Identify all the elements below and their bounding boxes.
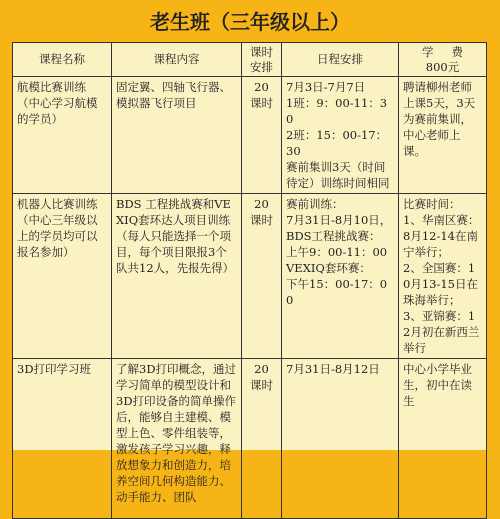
cell-hours	[242, 359, 282, 519]
header-hours-line1: 课时	[250, 44, 273, 59]
table-header-row	[13, 43, 487, 77]
course-table-container	[12, 42, 486, 504]
header-hours-line2: 安排	[250, 59, 273, 74]
cell-course: 航模比赛训练（中心学习航模的学员）	[13, 77, 112, 194]
page-title: 老生班（三年级以上）	[150, 10, 350, 34]
fee-line: 1、华南区赛：8月12-14在南宁举行；	[403, 213, 480, 259]
cell-hours-num: 20	[254, 362, 269, 376]
cell-content	[112, 194, 242, 359]
header-course: 课程名称	[13, 43, 112, 77]
schedule-line: 7月31日-8月10日，	[286, 213, 392, 227]
cell-hours-unit: 课时	[250, 378, 273, 392]
schedule-line: 1班：9：00-11：30	[286, 96, 388, 126]
content-line: （每人只能选择一个项目，每个项目限报3个队共12人，先报先得）	[116, 229, 235, 275]
cell-content: 了解3D打印概念，通过学习简单的模型设计和3D打印设备的简单操作后，能够自主建模、模型上色、零件组装等，激发孩子学习兴趣，释放想象力和创造力，培养空间几何构造能力、动手能力、团队	[112, 359, 242, 519]
header-schedule: 日程安排	[282, 43, 399, 77]
header-fee-line2: 800元	[425, 59, 460, 74]
schedule-line: 赛前训练：	[286, 197, 344, 211]
fee-line: 3、亚锦赛：12月初在新西兰举行	[403, 309, 480, 355]
schedule-line: 上午9：00-11：00	[286, 245, 388, 259]
header-hours	[242, 43, 282, 77]
header-fee-line1: 学费	[422, 44, 481, 59]
course-table	[12, 42, 487, 519]
cell-schedule: 7月31日-8月12日	[282, 359, 399, 519]
table-row	[13, 194, 487, 359]
fee-line: 2、全国赛：10月13-15日在珠海举行；	[403, 261, 478, 307]
schedule-line: BDS工程挑战赛：	[286, 229, 381, 243]
cell-hours-unit: 课时	[250, 96, 273, 110]
cell-content: 固定翼、四轴飞行器、模拟器飞行项目	[112, 77, 242, 194]
content-line: BDS 工程挑战赛和VEXIQ套环达人项目训练	[116, 197, 231, 227]
table-row	[13, 359, 487, 519]
schedule-line: 赛前集训3天（时间待定）训练时间相同	[286, 160, 390, 190]
cell-hours-num: 20	[254, 80, 269, 94]
cell-fee: 聘请柳州老师上课5天，3天为赛前集训，中心老师上课。	[399, 77, 487, 194]
fee-line: 比赛时间：	[403, 197, 461, 211]
table-row	[13, 77, 487, 194]
schedule-line: 下午15：00-17：00	[286, 277, 388, 307]
schedule-line: VEXIQ套环赛：	[286, 261, 371, 275]
cell-hours	[242, 77, 282, 194]
cell-hours	[242, 194, 282, 359]
header-content: 课程内容	[112, 43, 242, 77]
cell-fee	[399, 194, 487, 359]
cell-schedule	[282, 77, 399, 194]
schedule-line: 7月3日-7月7日	[286, 80, 366, 94]
cell-schedule	[282, 194, 399, 359]
cell-hours-num: 20	[254, 197, 269, 211]
cell-fee: 中心小学毕业生，初中在读生	[399, 359, 487, 519]
schedule-line: 2班：15：00-17：30	[286, 128, 388, 158]
header-fee	[399, 43, 487, 77]
cell-course: 机器人比赛训练（中心三年级以上的学员均可以报名参加）	[13, 194, 112, 359]
cell-course: 3D打印学习班	[13, 359, 112, 519]
cell-hours-unit: 课时	[250, 213, 273, 227]
